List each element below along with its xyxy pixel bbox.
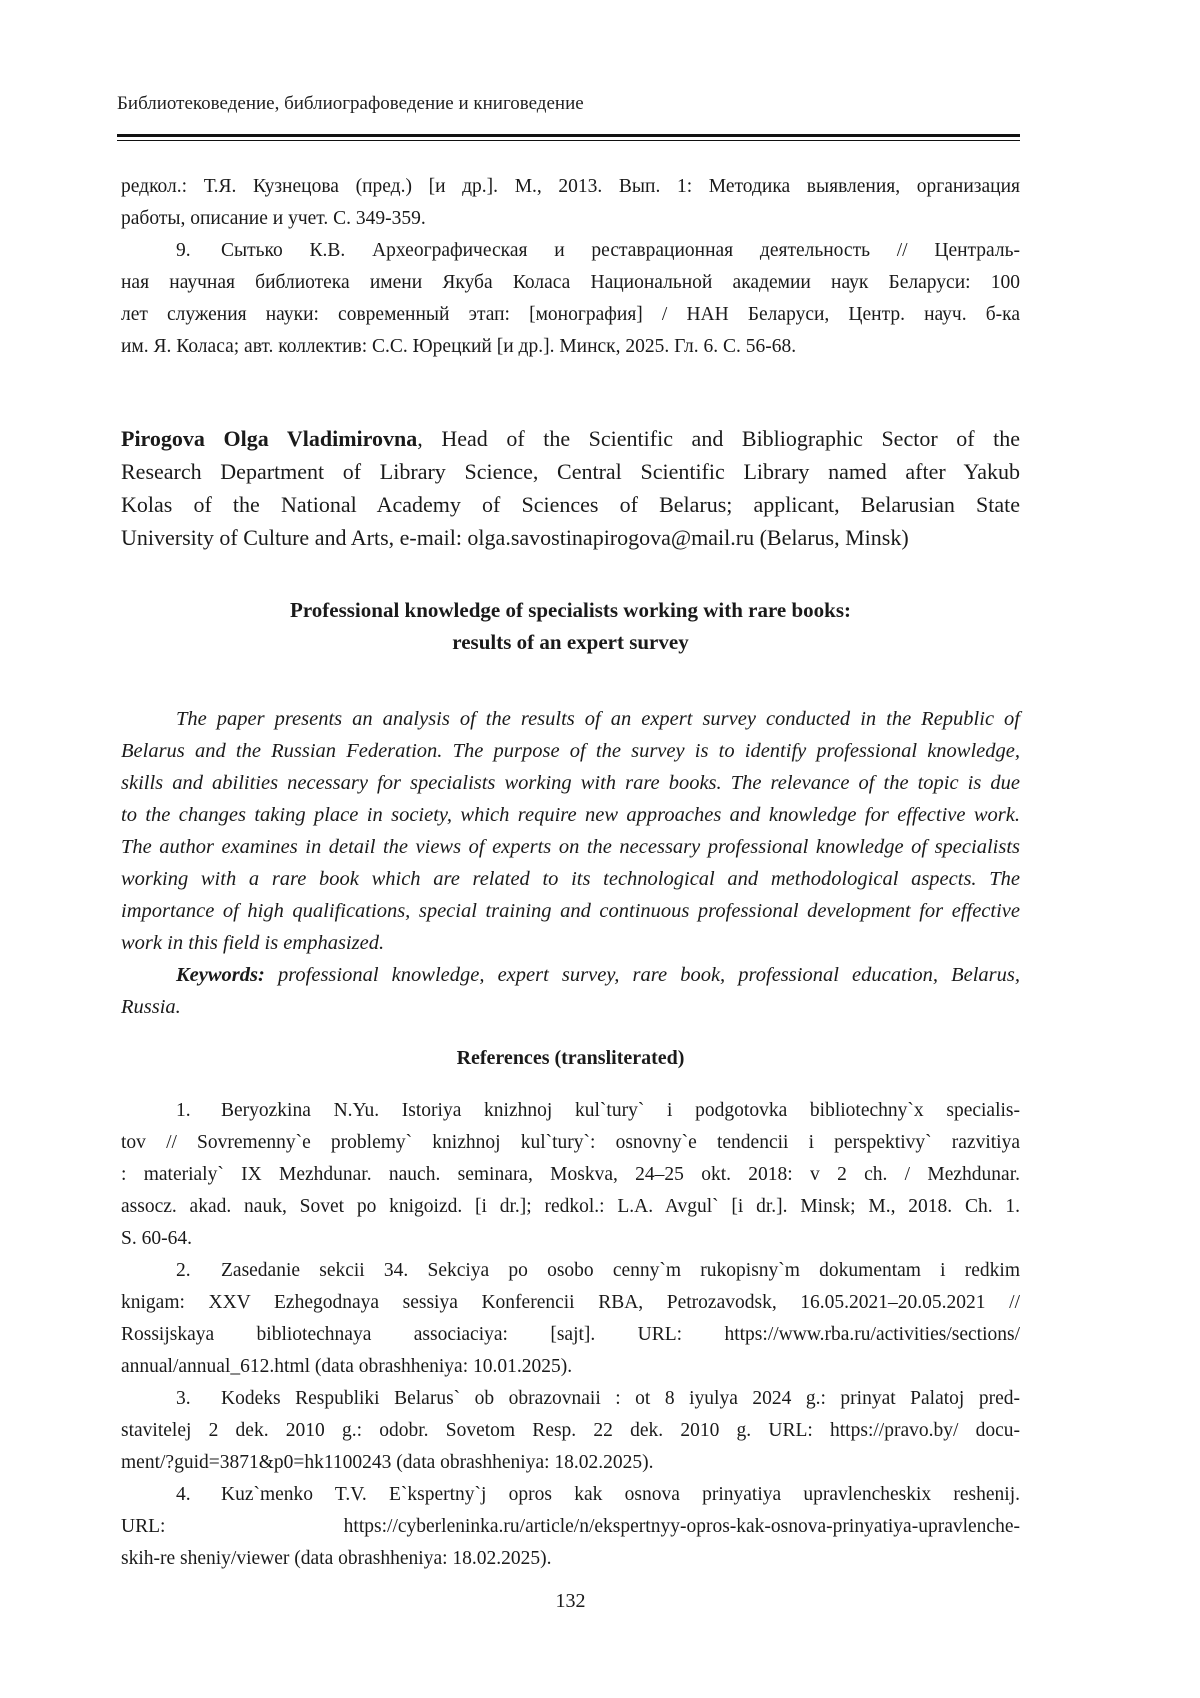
author-affiliation: , Head of the Scientific and Bibliographic Sector of the xyxy=(417,426,1020,451)
ref-line: skih-re sheniy/viewer (data obrashheniya: 18.02.2025). xyxy=(121,1548,552,1569)
ref-line: annual/annual_612.html (data obrashheniya: 10.01.2025). xyxy=(121,1356,573,1377)
author-name: Pirogova Olga Vladimirovna xyxy=(121,426,418,451)
header-rule-thin xyxy=(117,140,1020,141)
ref-text: Beryozkina N.Yu. Istoriya knizhnoj kul`tury` i podgotovka bibliotechny`x specialis- xyxy=(221,1100,1020,1121)
ref-line: tov // Sovremenny`e problemy` knizhnoj kul`tury`: osnovny`e tendencii i perspektivy` razvitiya xyxy=(121,1132,1020,1153)
ref-2-first-line xyxy=(121,1255,1020,1287)
abstract xyxy=(121,703,1020,1023)
ref-line: URL: https://cyberleninka.ru/article/n/ekspertnyy-opros-kak-osnova-prinyatiya-upravlenche- xyxy=(121,1516,1020,1537)
references-list xyxy=(121,1095,1020,1575)
keywords-text: professional knowledge, expert survey, rare book, professional education, Belarus, xyxy=(264,964,1020,986)
russian-references xyxy=(121,171,1020,363)
ref-number: 9. xyxy=(176,240,191,261)
ref-line: работы, описание и учет. С. 349-359. xyxy=(121,208,426,229)
references-heading: References (transliterated) xyxy=(456,1047,685,1069)
author-line xyxy=(121,422,1020,455)
abstract-line: working with a rare book which are related to its technological and methodological aspects. The xyxy=(121,868,1020,890)
page-number: 132 xyxy=(555,1590,586,1612)
article-title xyxy=(121,594,1020,658)
ref-line: ment/?guid=3871&p0=hk1100243 (data obrashheniya: 18.02.2025). xyxy=(121,1452,654,1473)
ref-line: : materialy` IX Mezhdunar. nauch. seminara, Moskva, 24–25 okt. 2018: v 2 ch. / Mezhdunar. xyxy=(121,1164,1020,1185)
header-rule-thick xyxy=(117,134,1020,137)
author-line: Kolas of the National Academy of Sciences of Belarus; applicant, Belarusian State xyxy=(121,492,1020,517)
abstract-line: The author examines in detail the views of experts on the necessary professional knowledge of specialists xyxy=(121,836,1020,858)
article-title-line: Professional knowledge of specialists working with rare books: xyxy=(290,598,851,622)
ref-line: редкол.: Т.Я. Кузнецова (пред.) [и др.]. М., 2013. Вып. 1: Методика выявления, организация xyxy=(121,176,1020,197)
keywords-label: Keywords: xyxy=(176,964,265,986)
ref-3-first-line xyxy=(121,1383,1020,1415)
ref-line: assocz. akad. nauk, Sovet po knigoizd. [i dr.]; redkol.: L.A. Avgul` [i dr.]. Minsk; M., 2018. Ch. 1. xyxy=(121,1196,1020,1217)
ref-text: Kodeks Respubliki Belarus` ob obrazovnaii : ot 8 iyulya 2024 g.: prinyat Palatoj pred- xyxy=(221,1388,1020,1409)
keywords-line xyxy=(121,959,1020,991)
ref-line: knigam: XXV Ezhegodnaya sessiya Konferencii RBA, Petrozavodsk, 16.05.2021–20.05.2021 // xyxy=(121,1292,1020,1313)
ref-1-first-line xyxy=(121,1095,1020,1127)
abstract-line: work in this field is emphasized. xyxy=(121,932,385,954)
ref-line: ная научная библиотека имени Якуба Коласа Национальной академии наук Беларуси: 100 xyxy=(121,272,1020,293)
ref-line: stavitelej 2 dek. 2010 g.: odobr. Sovetom Resp. 22 dek. 2010 g. URL: https://pravo.by/ docu- xyxy=(121,1420,1020,1441)
ref-number: 4. xyxy=(176,1484,191,1505)
ref-9-first-line xyxy=(121,235,1020,267)
author-info xyxy=(121,422,1020,554)
ref-line: им. Я. Коласа; авт. коллектив: С.С. Юрецкий [и др.]. Минск, 2025. Гл. 6. С. 56-68. xyxy=(121,336,797,357)
ref-number: 1. xyxy=(176,1100,191,1121)
ref-line: S. 60-64. xyxy=(121,1228,192,1249)
abstract-line: Belarus and the Russian Federation. The purpose of the survey is to identify professional knowledge, xyxy=(121,740,1020,762)
ref-text: Kuz`menko T.V. E`kspertny`j opros kak osnova prinyatiya upravlencheskix reshenij. xyxy=(221,1484,1020,1505)
running-header: Библиотековедение, библиографоведение и книговедение xyxy=(117,93,584,114)
abstract-line: to the changes taking place in society, which require new approaches and knowledge for effective work. xyxy=(121,804,1020,826)
abstract-line: The paper presents an analysis of the results of an expert survey conducted in the Republic of xyxy=(176,708,1020,730)
ref-number: 3. xyxy=(176,1388,191,1409)
ref-line: лет служения науки: современный этап: [монография] / НАН Беларуси, Центр. науч. б-ка xyxy=(121,304,1020,325)
abstract-line: skills and abilities necessary for specialists working with rare books. The relevance of the topic is due xyxy=(121,772,1020,794)
author-line: University of Culture and Arts, e-mail: olga.savostinapirogova@mail.ru (Belarus, Minsk) xyxy=(121,525,909,550)
ref-4-first-line xyxy=(121,1479,1020,1511)
keywords-line: Russia. xyxy=(121,996,181,1018)
ref-line: Rossijskaya bibliotechnaya associaciya: [sajt]. URL: https://www.rba.ru/activities/sections/ xyxy=(121,1324,1020,1345)
ref-number: 2. xyxy=(176,1260,191,1281)
author-line: Research Department of Library Science, Central Scientific Library named after Yakub xyxy=(121,459,1020,484)
ref-text: Zasedanie sekcii 34. Sekciya po osobo cenny`m rukopisny`m dokumentam i redkim xyxy=(221,1260,1020,1281)
article-title-line: results of an expert survey xyxy=(452,630,689,654)
abstract-line: importance of high qualifications, special training and continuous professional development for effective xyxy=(121,900,1020,922)
ref-text: Сытько К.В. Археографическая и реставрационная деятельность // Централь- xyxy=(221,240,1020,261)
